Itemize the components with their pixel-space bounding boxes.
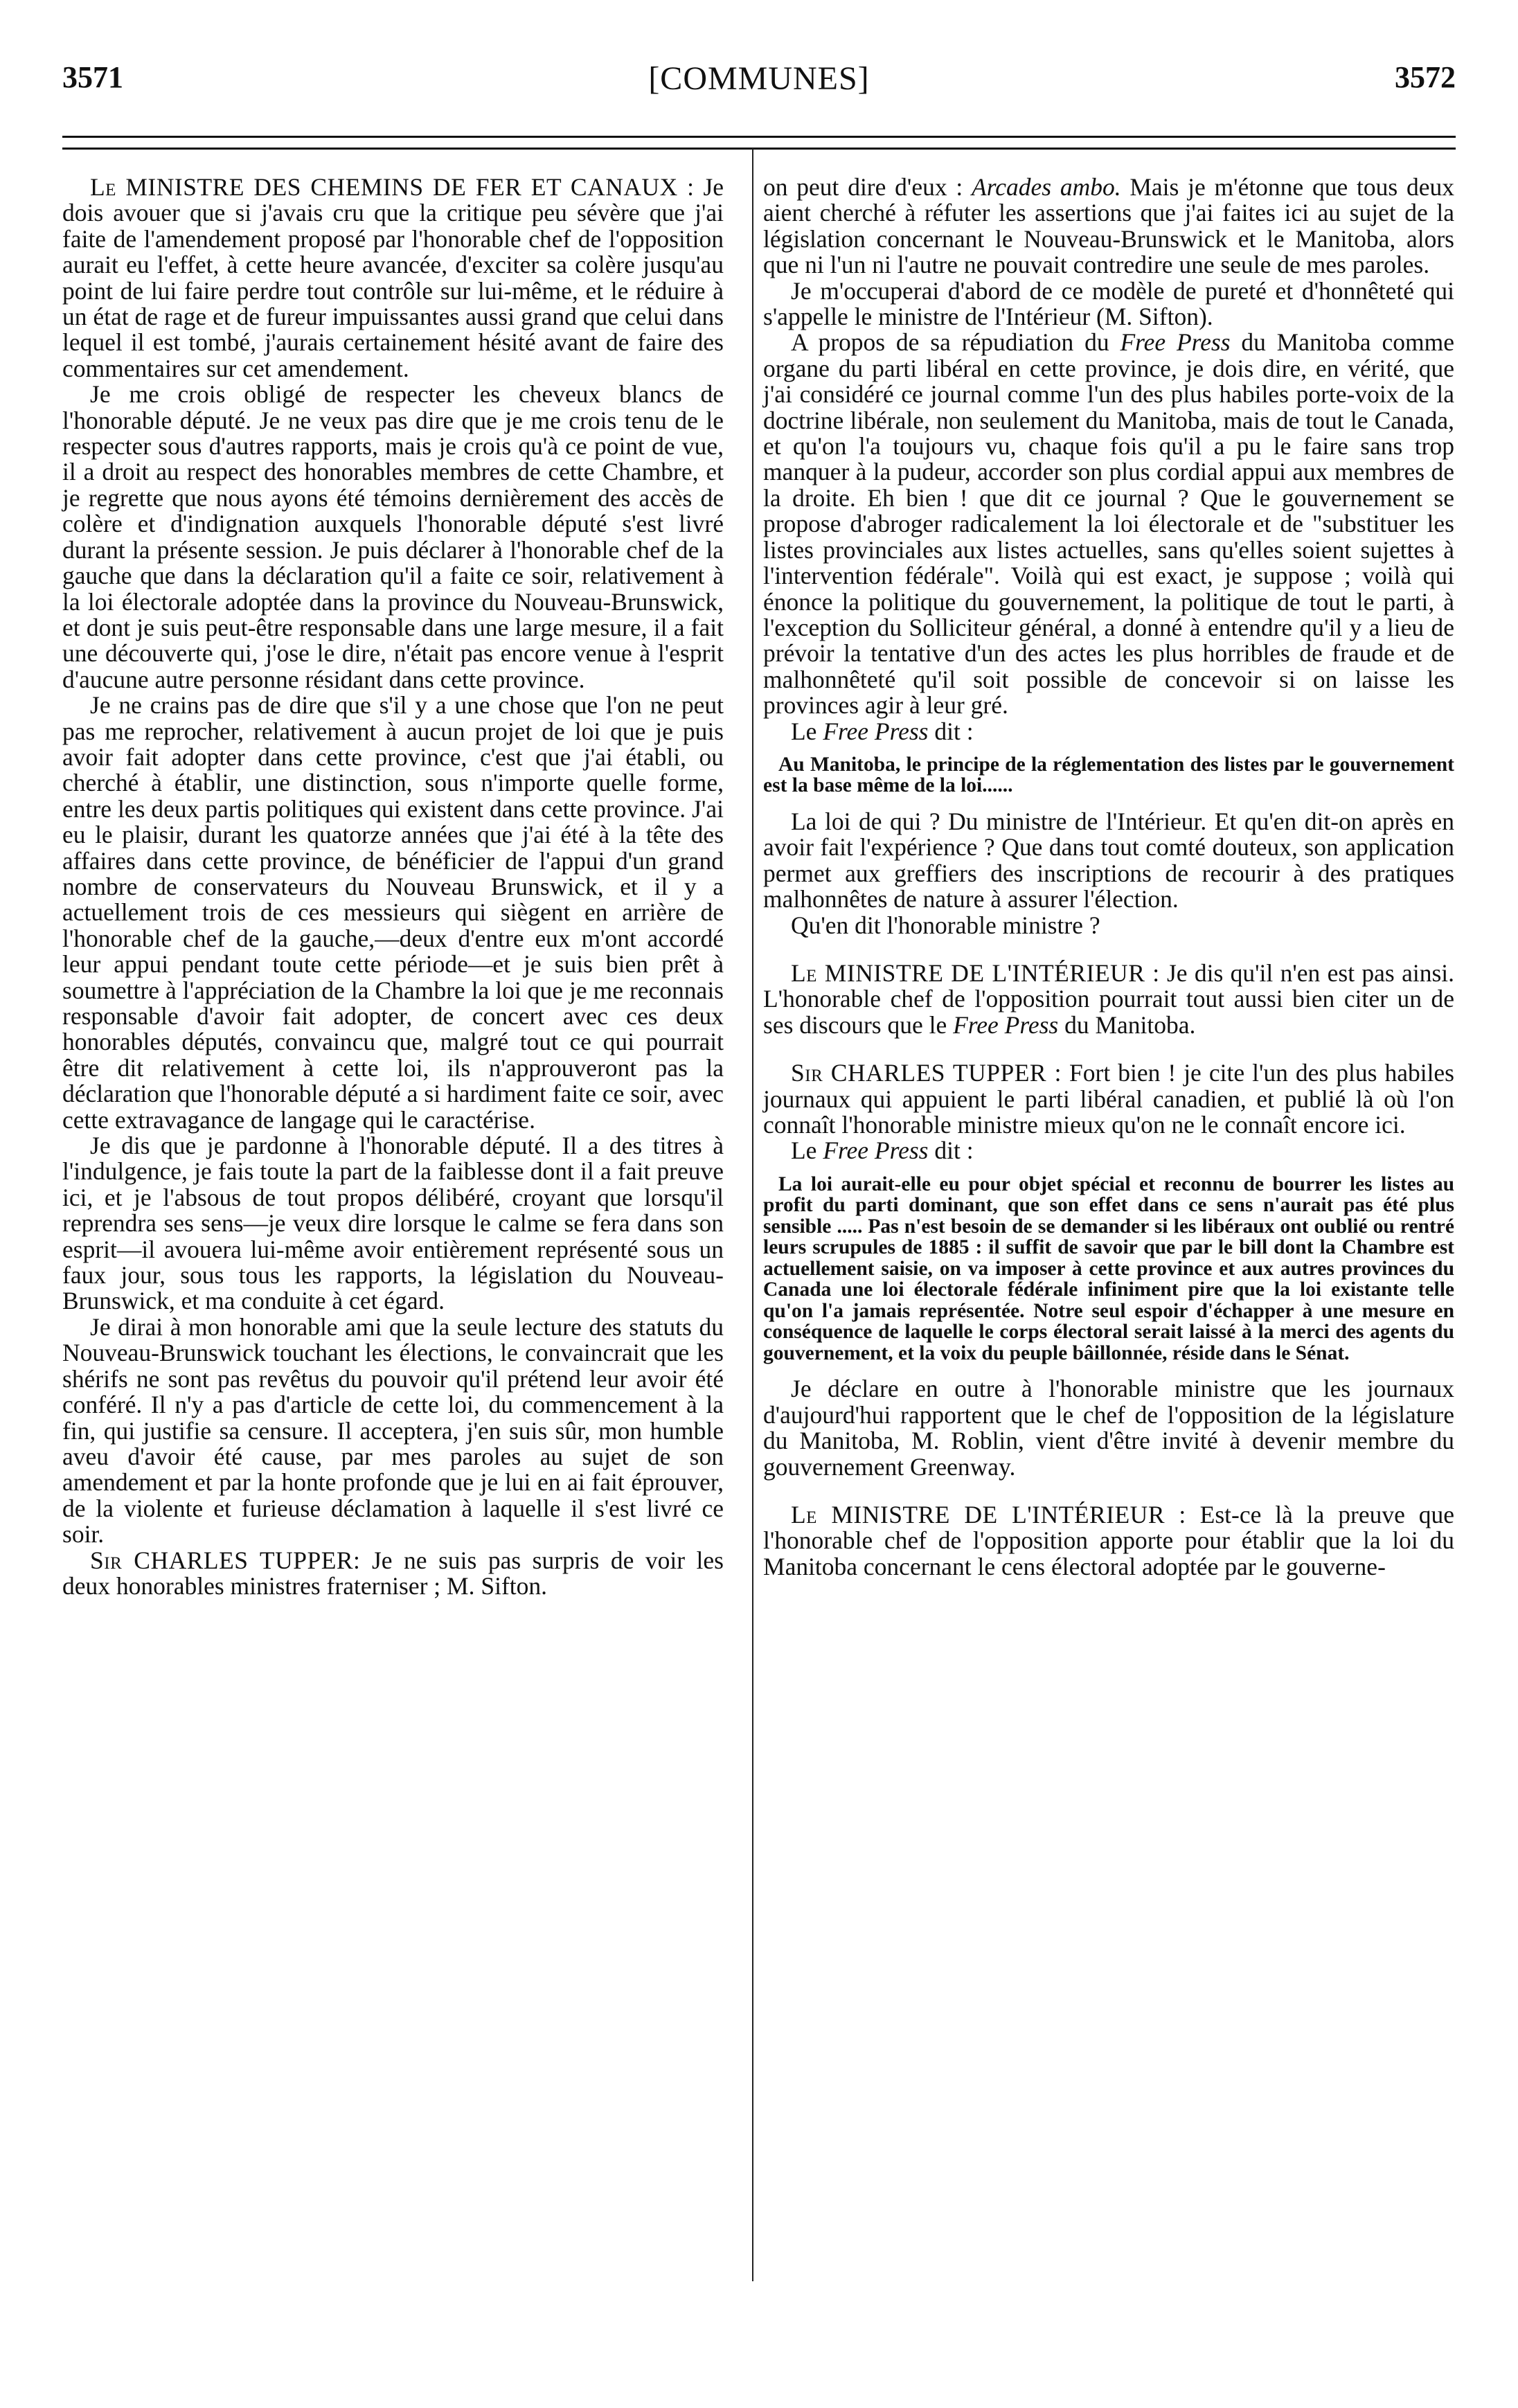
text: Je dis qu'il n'en est pas ainsi. L'honorable chef de l'opposition pourrait tout aussi bien citer un de ses discours que le [763, 958, 1455, 1039]
paragraph [763, 958, 1455, 1039]
speech-text: Est-ce là la preuve que l'honorable chef de l'opposition apporte pour établir que la loi du Manitoba concernant le cens électoral adoptée par le gouverne- [763, 1500, 1455, 1580]
column-divider [752, 148, 753, 2281]
paragraph: Je me crois obligé de respecter les cheveux blancs de l'honorable député. Je ne veux pas dire que je me crois tenu de le respecter sous d'autres rapports, mais je crois qu'à ce point de vue, il a droit au respect des honorables membres de cette Chambre, et je regrette que nous ayons été témoins dernièrement des accès de colère et d'indignation auxquels l'honorable député s'est livré durant la présente session. Je puis déclarer à l'honorable chef de la gauche que dans la déclaration qu'il a faite ce soir, relativement à la loi électorale adoptée dans la province du Nouveau-Brunswick, et dont je suis peut-être responsable dans une large mesure, il a fait une découverte qui, j'ose le dire, n'était pas encore venue à l'esprit d'aucune autre personne résidant dans cette province. [62, 380, 724, 693]
speaker-name: Le MINISTRE DE L'INTÉRIEUR : [791, 1500, 1186, 1528]
paragraph: Qu'en dit l'honorable ministre ? [791, 911, 1100, 939]
text: dit : [928, 717, 974, 745]
right-column [763, 175, 1454, 1580]
paragraph: Je déclare en outre à l'honorable ministre que les journaux d'aujourd'hui rapportent que le chef de l'opposition de la législature du Manitoba, M. Roblin, vient d'être invité à devenir membre du gouvernement Greenway. [763, 1375, 1454, 1481]
page-number-left: 3571 [62, 60, 123, 94]
page-number-right: 3572 [1395, 60, 1456, 94]
running-title: [COMMUNES] [648, 60, 870, 97]
paragraph: Je dis que je pardonne à l'honorable député. Il a des titres à l'indulgence, je fais toute la part de la faiblesse dont il a fait preuve ici, et je l'absous de tout propos délibéré, croyant que lorsqu'il reprendra ses sens—je veux dire lorsque le calme se fera dans son esprit—il avouera lui-même avoir entièrement représenté sous un faux jour, sous tous les rapports, la législation du Nouveau-Brunswick, et ma conduite à cet égard. [62, 1132, 724, 1315]
emphasis: Free Press [1120, 328, 1231, 357]
paragraph [763, 330, 1454, 718]
paragraph: La loi de qui ? Du ministre de l'Intérieur. Et qu'en dit-on après en avoir fait l'expérience ? Que dans tout comté douteux, son application permet aux greffiers des inscriptions de recourir à des pratiques malhonnêtes de nature à assurer l'élection. [763, 807, 1454, 913]
text: Le [791, 1136, 823, 1165]
paragraph [62, 1548, 724, 1600]
text: dit : [928, 1136, 974, 1165]
emphasis: Free Press [953, 1010, 1059, 1039]
left-column [62, 175, 724, 1599]
paragraph: Je dirai à mon honorable ami que la seule lecture des statuts du Nouveau-Brunswick touchant les élections, le convaincrait que les shérifs ne sont pas revêtus du pouvoir qu'il prétend leur avoir été conféré. Il n'y a pas d'article de cette loi, du commencement à la fin, qui justifie sa censure. Il acceptera, j'en suis sûr, mon humble aveu d'avoir été cause, par mes paroles au sujet de son amendement et par la honte profonde que je lui en ai fait éprouver, de la violente et furieuse déclamation à laquelle il s'est livré ce soir. [62, 1312, 724, 1549]
paragraph [62, 175, 724, 382]
paragraph [763, 175, 1454, 278]
speaker-name: Le MINISTRE DES CHEMINS DE FER ET CANAUX : [90, 173, 695, 201]
page-header [62, 60, 1456, 115]
paragraph [763, 719, 1454, 744]
text: on peut dire d'eux : [763, 173, 972, 201]
block-quote: Au Manitoba, le principe de la réglementation des listes par le gouvernement est la base même de la loi...... [763, 753, 1454, 797]
speaker-name: Le MINISTRE DE L'INTÉRIEUR : [791, 958, 1160, 987]
speaker-name: Sir CHARLES TUPPER : [791, 1059, 1062, 1087]
text: du Manitoba comme organe du parti libéral en cette province, je dois dire, en vérité, que j'ai considéré ce journal comme l'un des plus habiles porte-voix de la doctrine libérale, non seulement du Manitoba, mais de tout le Canada, et qu'on l'a toujours vu, chaque fois qu'il a pu le faire sans trop manquer à la pudeur, accorder son plus cordial appui aux membres de la droite. Eh bien ! que dit ce journal ? Que le gouvernement se propose d'abroger radicalement la loi électorale et de "substituer les listes provinciales aux listes actuelles, sans qu'elles soient sujettes à l'intervention fédérale". Voilà qui est exact, je suppose ; voilà qui énonce la politique du gouvernement, la politique de tout le parti, à l'exception du Solliciteur général, a donné à entendre qu'il y a lieu de prévoir la tentative d'un des actes les plus horribles de fraude et de malhonnêteté qu'il soit possible de concevoir si on laisse les provinces agir à leur gré. [763, 328, 1454, 720]
emphasis: Free Press [823, 717, 929, 745]
paragraph: Je ne crains pas de dire que s'il y a une chose que l'on ne peut pas me reprocher, relativement à aucun projet de loi que je puis avoir fait adopter dans cette province, c'est que j'ai établi, ou cherché à établir, une distinction, sous n'importe quelle forme, entre les deux partis politiques qui existent dans cette province. J'ai eu le plaisir, durant les quatorze années que j'ai été à la tête des affaires dans cette province, de bénéficier de l'appui d'un grand nombre de conservateurs du Nouveau Brunswick, et il y a actuellement trois de ces messieurs qui siègent en arrière de l'honorable chef de la gauche,—deux d'entre eux m'ont accordé leur appui pendant toute cette période—et je suis bien prêt à soumettre à l'appréciation de la Chambre la loi que je me reconnais responsable d'avoir fait adopter, de concert avec ces deux honorables députés, convaincu que, malgré tout ce qui pourrait être dit relativement à cette loi, ils n'approuveront pas la déclaration que l'honorable député a si hardiment faite ce soir, avec cette extravagance de langage qui le caractérise. [62, 691, 724, 1134]
header-double-rule [62, 136, 1456, 150]
text: du Manitoba. [1058, 1010, 1196, 1039]
paragraph [763, 1060, 1454, 1138]
block-quote: La loi aurait-elle eu pour objet spécial et reconnu de bourrer les listes au profit du parti dominant, que son effet dans ce sens n'aurait pas été plus sensible ..... Pas n'est besoin de se demander si les libéraux ont oublié ou rentré leurs scrupules de 1885 : il suffit de savoir que par le bill dont la Chambre est actuellement saisie, on va imposer à cette province et aux autres provinces du Canada une loi électorale fédérale infiniment pire que la loi existante telle qu'on l'a jamais représentée. Notre seul espoir d'échapper à une mesure en conséquence de laquelle le corps électoral serait laissé à la merci des agents du gouvernement, et la voix du peuple bâillonnée, réside dans le Sénat. [763, 1172, 1454, 1364]
speech-text: Fort bien ! je cite l'un des plus habiles journaux qui appuient le parti libéral canadien, et publié là où l'on connaît l'honorable ministre mieux qu'on ne le connaît encore ici. [763, 1059, 1455, 1139]
text: Le [791, 717, 823, 745]
paragraph [763, 1502, 1454, 1580]
speaker-name: Sir CHARLES TUPPER: [90, 1546, 361, 1574]
paragraph [763, 1138, 1454, 1163]
speech-text: Je ne suis pas surpris de voir les deux honorables ministres fraterniser ; M. Sifton. [62, 1546, 724, 1600]
paragraph: Je m'occuperai d'abord de ce modèle de pureté et d'honnêteté qui s'appelle le ministre de l'Intérieur (M. Sifton). [763, 276, 1454, 331]
speech-text: Je dois avouer que si j'avais cru que la critique peu sévère que j'ai faite de l'amendement proposé par l'honorable chef de l'opposition aurait eu l'effet, à cette heure avancée, d'exciter sa colère jusqu'au point de lui faire perdre tout contrôle sur lui-même, et le réduire à un état de rage et de fureur impuissantes aussi grand que celui dans lequel il est tombé, j'aurais certainement hésité avant de faire des commentaires sur cet amendement. [62, 173, 724, 382]
emphasis: Arcades ambo. [972, 173, 1121, 201]
text: A propos de sa répudiation du [791, 328, 1120, 357]
emphasis: Free Press [823, 1136, 929, 1165]
text: Mais je m'étonne que tous deux aient cherché à réfuter les assertions que j'ai faites ici au sujet de la législation concernant le Nouveau-Brunswick et le Manitoba, alors que ni l'un ni l'autre ne pouvait contredire une seule de mes paroles. [763, 173, 1454, 279]
